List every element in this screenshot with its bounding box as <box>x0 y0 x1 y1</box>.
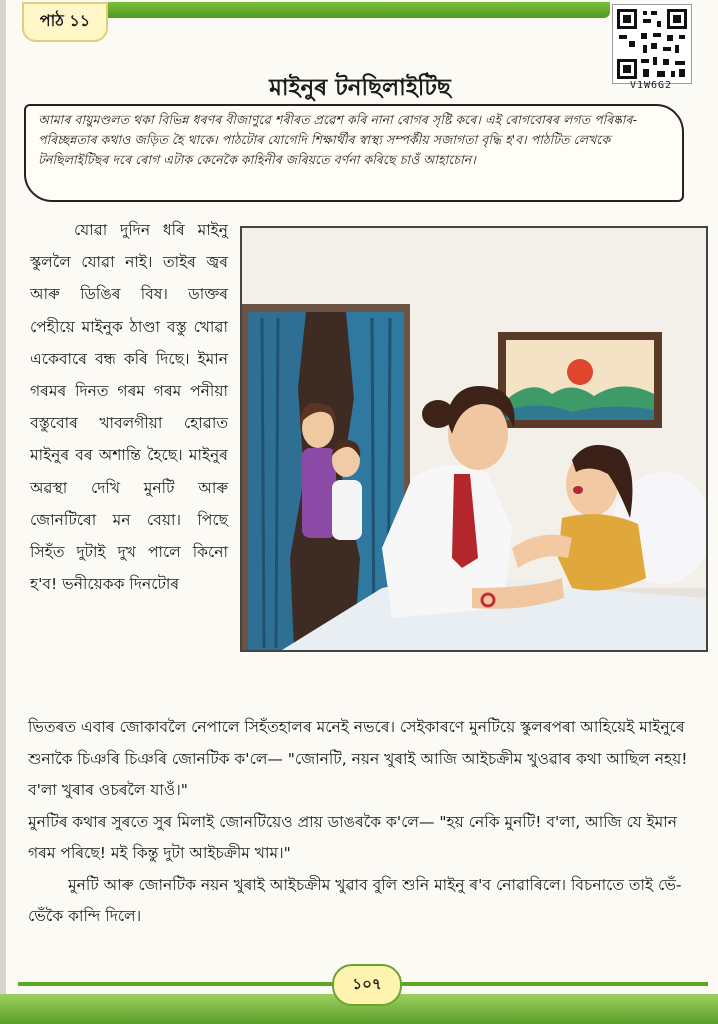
page-footer <box>0 960 718 1024</box>
story-paragraph-2: মুনটিৰ কথাৰ সুৰতে সুৰ মিলাই জোনটিয়েও প্ৰায় ডাঙৰকৈ ক'লে— "হয় নেকি মুনটি! ব'লা, আজি যে ইমান গৰম পৰিছে! মই কিন্তু দুটা আইচক্ৰীম খাম।" <box>28 812 678 862</box>
header-green-bar <box>90 2 610 18</box>
lesson-title: মাইনুৰ টনছিলাইটিছ <box>150 72 570 104</box>
intro-box <box>24 104 684 202</box>
page-number: ১০৭ <box>332 964 402 1006</box>
story-paragraph-3: মুনটি আৰু জোনটিক নয়ন খুৰাই আইচক্ৰীম খুৱাব বুলি শুনি মাইনু ৰ'ব নোৱাৰিলে। বিচনাতে তাই ভেঁ-ভেঁকৈ কান্দি দিলে। <box>28 875 682 925</box>
qr-code-text: V1W6G2 <box>629 80 673 91</box>
intro-text: আমাৰ বায়ুমণ্ডলত থকা বিভিন্ন ধৰণৰ বীজাণুৱে শৰীৰত প্ৰৱেশ কৰি নানা ৰোগৰ সৃষ্টি কৰে। এই ৰোগবোৰৰ লগত পৰিষ্কাৰ-পৰিচ্ছন্নতাৰ কথাও জড়িত হৈ থাকে। পাঠটোৰ যোগেদি শিক্ষাৰ্থীৰ স্বাস্থ্য সম্পৰ্কীয় সজাগতা বৃদ্ধি হ'ব। পাঠটিত লেখকে টনছিলাইটিছৰ দৰে ৰোগ এটাক কেনেকৈ কাহিনীৰ জৰিয়তে বৰ্ণনা কৰিছে চাওঁ আহাচোন। <box>38 112 638 167</box>
story-illustration <box>240 226 708 652</box>
qr-code-icon <box>612 4 692 84</box>
story-paragraph-1-end: ভিতৰত এবাৰ জোকাবলৈ নেপালে সিহঁতহালৰ মনেই নভৰে। সেইকাৰণে মুনটিয়ে স্কুলৰপৰা আহিয়েই মাইনুৰে শুনাকৈ চিঞৰি চিঞৰি জোনটিক ক'লে— "জোনটি, নয়ন খুৰাই আজি আইচক্ৰীম খুওৱাৰ কথা আছিল নহয়! ব'লা খুৰাৰ ওচৰলৈ যাওঁ।" <box>28 718 688 799</box>
lesson-label: পাঠ ১১ <box>22 2 108 42</box>
illustration-drawing <box>242 228 706 650</box>
story-full-width <box>28 712 704 933</box>
page-binding-edge <box>0 0 6 1024</box>
story-paragraph-1-start: যোৱা দুদিন ধৰি মাইনু স্কুললৈ যোৱা নাই। তাইৰ জ্বৰ আৰু ডিঙিৰ বিষ। ডাক্তৰ পেহীয়ে মাইনুক ঠাণ্ডা বস্তু খোৱা একেবাৰে বন্ধ কৰি দিছে। ইমান গৰমৰ দিনত গৰম গৰম পনীয়া বস্তুবোৰ খাবলগীয়া হোৱাত মাইনুৰ বৰ অশান্তি হৈছে। মাইনুৰ অৱস্থা দেখি মুনটি আৰু জোনটিৰো মন বেয়া। পিছে সিহঁত দুটাই দুখ পালে কিনো হ'ব! ভনীয়েকক দিনটোৰ <box>30 221 228 594</box>
story-column <box>30 214 228 600</box>
